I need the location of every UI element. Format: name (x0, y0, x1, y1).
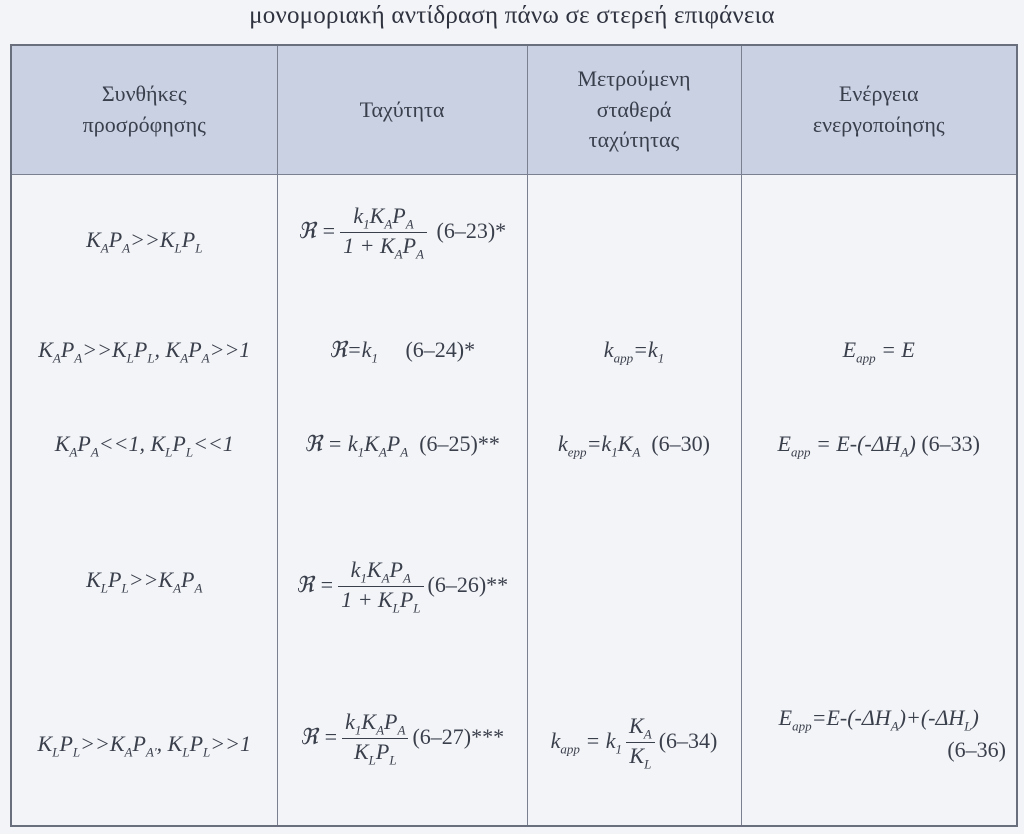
eq-number: (6–26)** (427, 571, 509, 597)
eq-number: (6–30) (651, 431, 710, 456)
table-caption: μονομοριακή αντίδραση πάνω σε στερεή επιφάνεια (249, 2, 775, 29)
header-adsorption-conditions: Συνθήκες προσρόφησης (11, 45, 277, 175)
rate-constant-column (527, 175, 741, 827)
rate-formula-2: $ℜ=k_1$ (6–24)* (328, 337, 476, 366)
condition-row-1: $K_AP_A>>K_LP_L$ (86, 227, 203, 256)
rate-column (277, 175, 527, 827)
condition-row-3: $K_AP_A<<1$, $K_LP_L<<1$ (54, 431, 234, 460)
eq-number: (6–23)* (436, 217, 507, 243)
header-activation-energy: Ενέργεια ενεργοποίησης (741, 45, 1017, 175)
activation-energy-column (741, 175, 1017, 827)
rate-formula-4: ℜ = $k_1K_AP_A$ $1 + K_LP_L$ (6–26)** (295, 557, 509, 616)
header-rate: Ταχύτητα (277, 45, 527, 175)
condition-row-4: $K_LP_L>>K_AP_A$ (86, 567, 203, 596)
eq-number: (6–25)** (419, 431, 500, 456)
condition-row-5: $K_LP_L>>K_AP_{A'}$, $K_LP_L>>1$ (37, 731, 251, 760)
rate-formula-3: ℜ = $k_1K_AP_A$ (6–25)** (304, 431, 500, 460)
condition-row-2: $K_AP_A>>K_LP_L$, $K_AP_A>>1$ (38, 337, 251, 366)
header-row (11, 45, 1017, 175)
eq-number: (6–34) (658, 727, 718, 753)
activation-energy-3: $E_{app} = E-(-\Delta H_A)$ (6–33) (777, 431, 980, 460)
rate-formula-1: ℜ = $k_1K_AP_A$ $1 + K_AP_A$ (6–23)* (297, 203, 507, 262)
rate-constant-5: $k_{app} = k_1$ $\frac{K_A}{K_L}$ (6–34) (550, 713, 718, 772)
rate-formula-5: ℜ = $k_1K_AP_A$ $K_LP_L$ (6–27)*** (299, 709, 505, 768)
eq-number: (6–24)* (405, 337, 476, 362)
rate-constant-2: $k_{app}=k_1$ (603, 337, 665, 366)
adsorption-kinetics-table (10, 44, 1018, 827)
header-measured-rate-constant: Μετρούμενη σταθερά ταχύτητας (527, 45, 741, 175)
table-body-row (11, 175, 1017, 827)
rate-constant-3: $k_{epp}=k_1K_A$ (6–30) (558, 431, 710, 460)
activation-energy-5-eq: (6–36) (947, 737, 1006, 762)
activation-energy-2: $E_{app} = E$ (842, 337, 915, 366)
activation-energy-5: $E_{app}=E-(-\Delta H_A)+(-\Delta H_L)$ (778, 705, 979, 734)
eq-number: (6–27)*** (412, 723, 505, 749)
eq-number: (6–33) (921, 431, 980, 456)
conditions-column (11, 175, 277, 827)
